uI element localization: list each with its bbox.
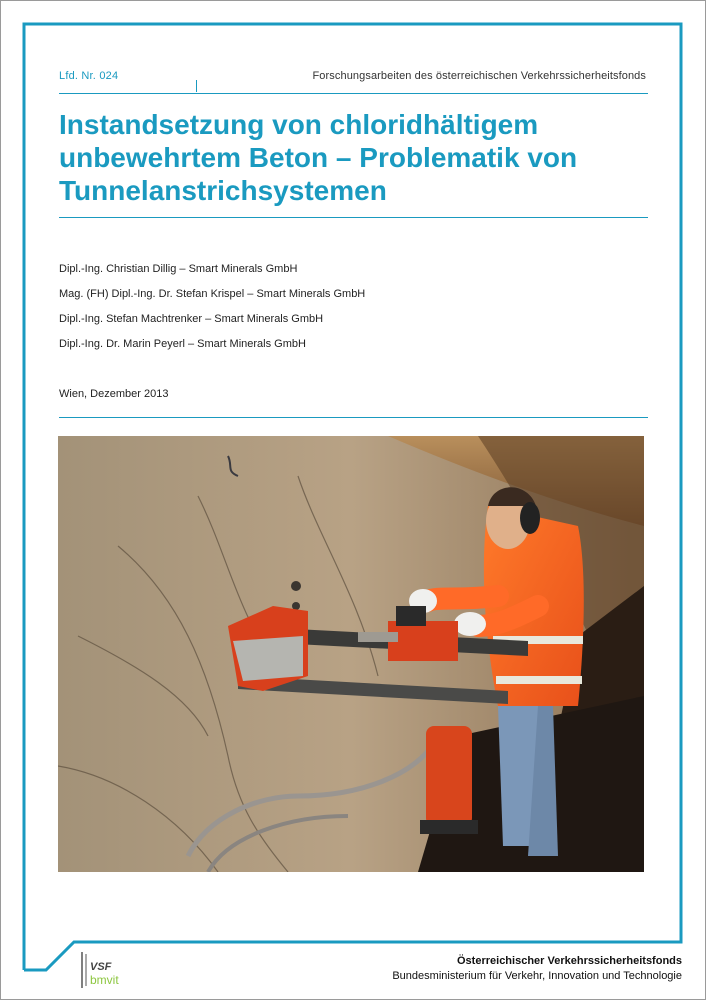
author-list [59, 262, 365, 362]
title-line-1: Instandsetzung von chloridhältigem [59, 109, 539, 140]
title-rule [59, 217, 648, 218]
author-item: Dipl.-Ing. Christian Dillig – Smart Minerals GmbH [59, 263, 298, 275]
cover-photo [58, 436, 644, 872]
header-rule [59, 93, 648, 94]
title-line-3: Tunnelanstrichsystemen [59, 175, 387, 206]
series-number: Lfd. Nr. 024 [59, 70, 119, 82]
publication-date: Wien, Dezember 2013 [59, 388, 169, 400]
date-rule [59, 417, 648, 418]
author-item: Dipl.-Ing. Stefan Machtrenker – Smart Minerals GmbH [59, 313, 324, 325]
logo-vsf-text: VSF [90, 961, 112, 973]
footer-organization: Österreichischer Verkehrssicherheitsfonds [457, 955, 682, 967]
vsf-bmvit-logo [76, 950, 156, 990]
tunnel-core-drilling-photo-icon [58, 436, 644, 872]
author-item: Dipl.-Ing. Dr. Marin Peyerl – Smart Minerals GmbH [59, 338, 306, 350]
author-item: Mag. (FH) Dipl.-Ing. Dr. Stefan Krispel – Smart Minerals GmbH [59, 288, 366, 300]
header-tick [196, 80, 197, 92]
title-line-2: unbewehrtem Beton – Problematik von [59, 142, 578, 173]
logo-bmvit-text: bmvit [90, 973, 119, 987]
series-title: Forschungsarbeiten des österreichischen Verkehrssicherheitsfonds [312, 70, 646, 82]
document-title [59, 108, 659, 207]
footer-ministry: Bundesministerium für Verkehr, Innovation und Technologie [392, 970, 682, 982]
